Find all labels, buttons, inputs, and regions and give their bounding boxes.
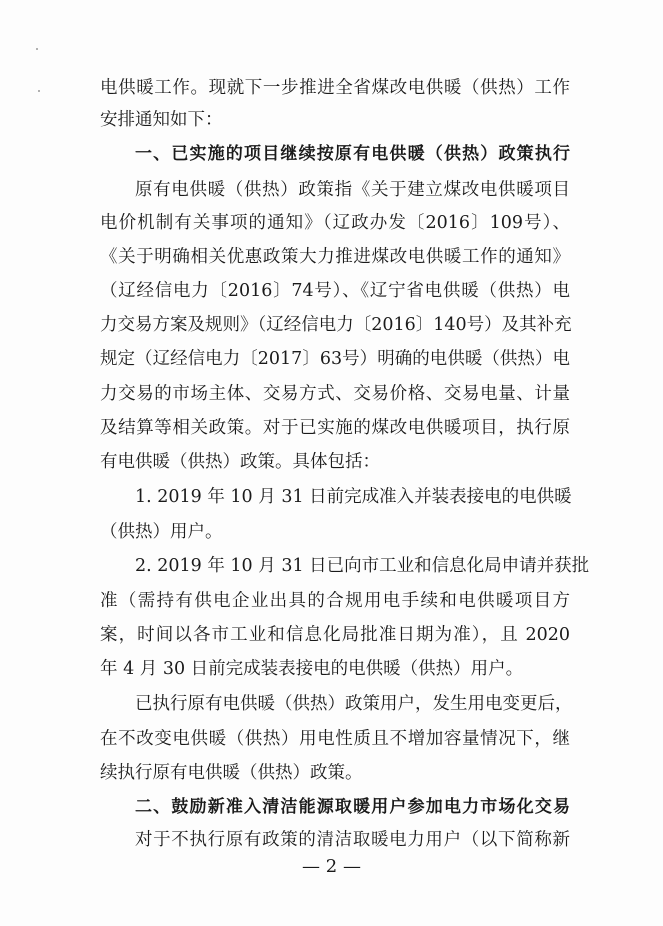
paragraph-line: 已执行原有电供暖（供热）政策用户，发生用电变更后， bbox=[135, 694, 573, 714]
paragraph-line: 规定（辽经信电力〔2017〕63号）明确的电供暖（供热）电 bbox=[100, 349, 570, 369]
scan-speck bbox=[38, 90, 40, 92]
list-item-line: 1. 2019 年 10 月 31 日前完成准入并装表接电的电供暖 bbox=[135, 487, 572, 507]
section-heading: 二、鼓励新准入清洁能源取暖用户参加电力市场化交易 bbox=[135, 797, 570, 817]
paragraph-line: 及结算等相关政策。对于已实施的煤改电供暖项目，执行原 bbox=[100, 418, 570, 438]
list-item-line: 准（需持有供电企业出具的合规用电手续和电供暖项目方 bbox=[100, 591, 570, 611]
paragraph-line: 安排通知如下： bbox=[100, 110, 223, 130]
section-heading: 一、已实施的项目继续按原有电供暖（供热）政策执行 bbox=[135, 144, 570, 164]
list-item-line: 案，时间以各市工业和信息化局批准日期为准），且 2020 bbox=[100, 625, 570, 645]
list-item-line: 年 4 月 30 日前完成装表接电的电供暖（供热）用户。 bbox=[100, 659, 524, 679]
scan-speck bbox=[36, 48, 38, 50]
paragraph-line: 在不改变电供暖（供热）用电性质且不增加容量情况下，继 bbox=[100, 729, 570, 749]
paragraph-line: 电供暖工作。现就下一步推进全省煤改电供暖（供热）工作 bbox=[100, 78, 570, 98]
paragraph-line: 电价机制有关事项的通知》（辽政办发〔2016〕109号）、 bbox=[100, 213, 570, 233]
paragraph-line: 续执行原有电供暖（供热）政策。 bbox=[100, 763, 363, 783]
paragraph-line: （辽经信电力〔2016〕74号）、《辽宁省电供暖（供热）电 bbox=[100, 281, 570, 301]
paragraph-line: 力交易的市场主体、交易方式、交易价格、交易电量、计量 bbox=[100, 384, 570, 404]
paragraph-line: 原有电供暖（供热）政策指《关于建立煤改电供暖项目 bbox=[135, 180, 570, 200]
paragraph-line: 《关于明确相关优惠政策大力推进煤改电供暖工作的通知》 bbox=[100, 247, 570, 267]
page-number: — 2 — bbox=[302, 856, 361, 877]
paragraph-line: 力交易方案及规则》（辽经信电力〔2016〕140号）及其补充 bbox=[100, 315, 572, 335]
paragraph-line: 对于不执行原有政策的清洁取暖电力用户（以下简称新 bbox=[135, 830, 570, 850]
paragraph-line: 有电供暖（供热）政策。具体包括： bbox=[100, 452, 380, 472]
list-item-line: 2. 2019 年 10 月 31 日已向市工业和信息化局申请并获批 bbox=[135, 556, 590, 576]
list-item-line: （供热）用户。 bbox=[100, 522, 223, 542]
